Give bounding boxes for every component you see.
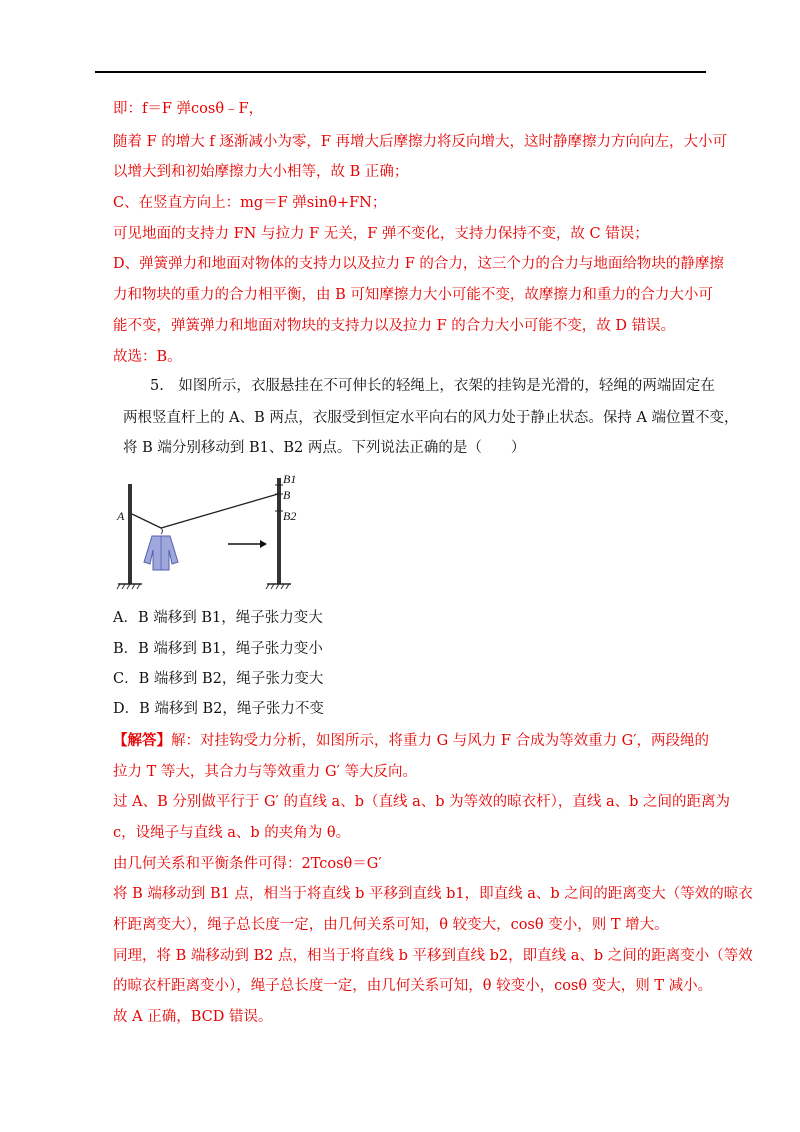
option-a: A．B 端移到 B1，绳子张力变大 [113, 610, 323, 626]
question-line: 5. 如图所示，衣服悬挂在不可伸长的轻绳上，衣架的挂钩是光滑的，轻绳的两端固定在 [150, 378, 715, 394]
label-b2: B2 [283, 509, 297, 523]
answer-line: 过 A、B 分别做平行于 G′ 的直线 a、b（直线 a、b 为等效的晾衣杆），直线 a、b 之间的距离为 [113, 794, 731, 810]
answer-line: 杆距离变大），绳子总长度一定，由几何关系可知，θ 较变大，cosθ 变小，则 T 增大。 [113, 917, 669, 933]
answer-line: 的晾衣杆距离变小），绳子总长度一定，由几何关系可知，θ 较变小，cosθ 变大，则 T 减小。 [113, 978, 713, 994]
analysis-line: D、弹簧弹力和地面对物体的支持力以及拉力 F 的合力，这三个力的合力与地面给物块的静摩擦 [113, 256, 724, 272]
label-a: A [117, 509, 125, 523]
answer-line: 故 A 正确，BCD 错误。 [113, 1009, 273, 1025]
analysis-line: 即：f＝F 弹cosθ﹣F， [113, 101, 264, 117]
analysis-line: 以增大到和初始摩擦力大小相等，故 B 正确； [113, 164, 409, 180]
option-d: D．B 端移到 B2，绳子张力不变 [113, 701, 324, 717]
question-line: 两根竖直杆上的 A、B 两点，衣服受到恒定水平向右的风力处于静止状态。保持 A 端位置不变， [123, 410, 739, 426]
option-c: C．B 端移到 B2，绳子张力变大 [113, 671, 324, 687]
analysis-line: 能不变，弹簧弹力和地面对物块的支持力以及拉力 F 的合力大小可能不变，故 D 错误。 [113, 318, 676, 334]
analysis-line: 随着 F 的增大 f 逐渐减小为零，F 再增大后摩擦力将反向增大，这时静摩擦力方向向左，大小可 [113, 134, 728, 150]
analysis-line: 力和物块的重力的合力相平衡，由 B 可知摩擦力大小可能不变，故摩擦力和重力的合力大小可 [113, 287, 713, 303]
answer-line: 将 B 端移动到 B1 点，相当于将直线 b 平移到直线 b1，即直线 a、b 之间的距离变大（等效的晾衣 [113, 886, 753, 902]
answer-line: 拉力 T 等大，其合力与等效重力 G′ 等大反向。 [113, 764, 417, 780]
analysis-line: C、在竖直方向上：mg＝F 弹sinθ+FN； [113, 195, 387, 211]
header-rule [95, 71, 706, 73]
label-b: B [283, 488, 291, 502]
answer-text: 解：对挂钩受力分析，如图所示，将重力 G 与风力 F 合成为等效重力 G′，两段绳的 [171, 733, 710, 749]
conclusion-line: 故选：B。 [113, 349, 182, 365]
analysis-line: 可见地面的支持力 FN 与拉力 F 无关，F 弹不变化，支持力保持不变，故 C 错误； [113, 226, 649, 242]
clothesline-figure [116, 470, 306, 590]
label-b1: B1 [283, 472, 297, 486]
answer-line: 由几何关系和平衡条件可得：2Tcosθ＝G′ [113, 856, 382, 872]
answer-tag: 【解答】 [113, 732, 171, 749]
question-line: 将 B 端分别移动到 B1、B2 两点。下列说法正确的是（ ） [123, 440, 526, 456]
option-b: B．B 端移到 B1，绳子张力变小 [113, 641, 323, 657]
jacket-icon [144, 536, 178, 570]
answer-line: 同理，将 B 端移动到 B2 点，相当于将直线 b 平移到直线 b2，即直线 a、b 之间的距离变小（等效 [113, 948, 753, 964]
answer-line: c，设绳子与直线 a、b 的夹角为 θ。 [113, 825, 351, 841]
answer-first-line [113, 731, 709, 751]
